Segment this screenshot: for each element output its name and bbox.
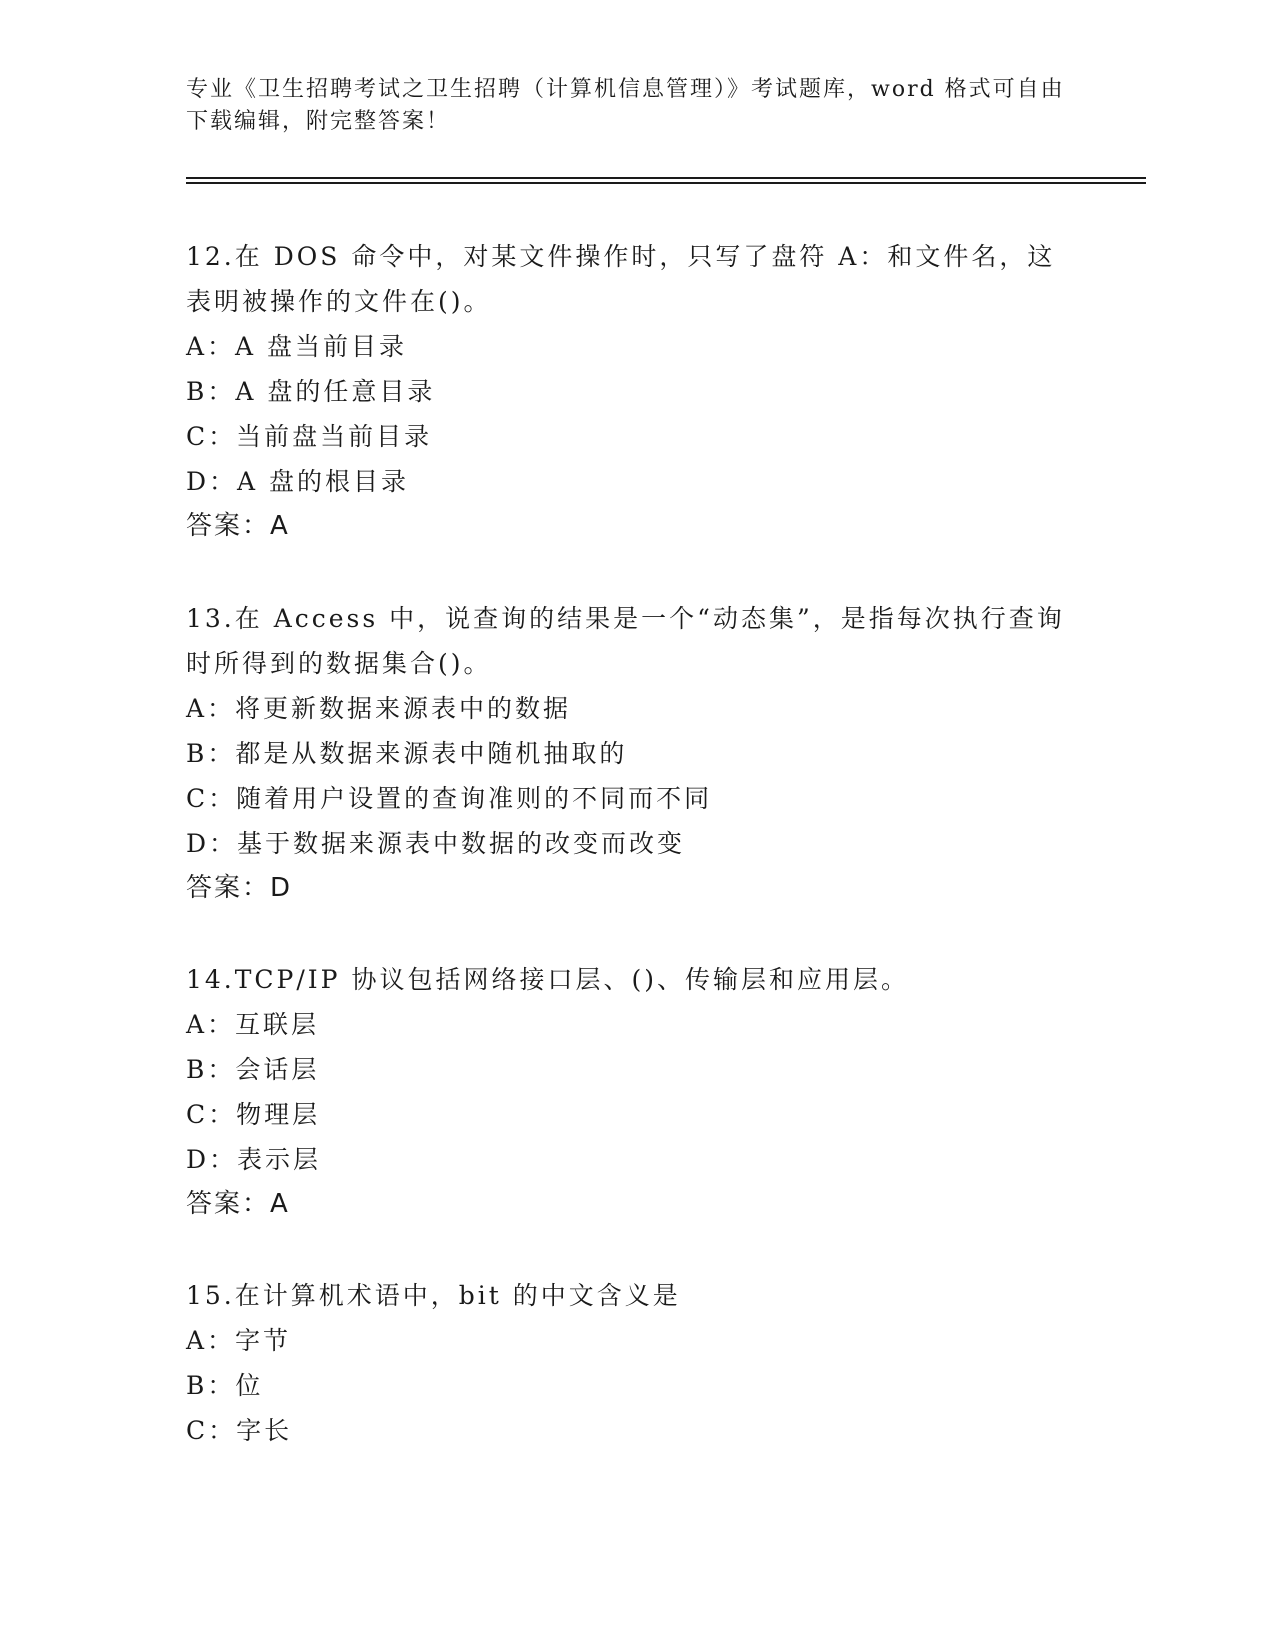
option-a: A：字节 — [186, 1326, 292, 1355]
option-a: A：A 盘当前目录 — [186, 332, 408, 361]
option-c: C：物理层 — [186, 1100, 321, 1129]
option-c: C：字长 — [186, 1416, 293, 1445]
option-c: C：当前盘当前目录 — [186, 422, 433, 451]
header-divider-bottom — [186, 182, 1146, 184]
option-b: B：都是从数据来源表中随机抽取的 — [186, 739, 628, 768]
option-d: D：A 盘的根目录 — [186, 467, 410, 496]
question-12 — [186, 234, 1076, 549]
question-stem: 15.在计算机术语中，bit 的中文含义是 — [186, 1281, 681, 1310]
option-c: C：随着用户设置的查询准则的不同而不同 — [186, 784, 713, 813]
option-d: D：表示层 — [186, 1145, 322, 1174]
option-a: A：将更新数据来源表中的数据 — [186, 694, 572, 723]
option-a: A：互联层 — [186, 1010, 320, 1039]
question-15 — [186, 1273, 1076, 1453]
answer: 答案：A — [186, 511, 290, 541]
header-divider-top — [186, 177, 1146, 179]
question-stem: 13.在 Access 中，说查询的结果是一个“动态集”，是指每次执行查询时所得到的数据集合()。 — [186, 604, 1065, 678]
option-b: B：位 — [186, 1371, 264, 1400]
option-b: B：会话层 — [186, 1055, 320, 1084]
answer: 答案：D — [186, 873, 293, 903]
question-13 — [186, 596, 1076, 911]
option-b: B：A 盘的任意目录 — [186, 377, 436, 406]
question-stem: 14.TCP/IP 协议包括网络接口层、()、传输层和应用层。 — [186, 965, 909, 994]
option-d: D：基于数据来源表中数据的改变而改变 — [186, 829, 686, 858]
document-header: 专业《卫生招聘考试之卫生招聘（计算机信息管理）》考试题库，word 格式可自由下载编辑，附完整答案！ — [186, 77, 1065, 134]
question-14 — [186, 957, 1076, 1227]
answer: 答案：A — [186, 1189, 290, 1219]
question-stem: 12.在 DOS 命令中，对某文件操作时，只写了盘符 A：和文件名，这表明被操作的文件在()。 — [186, 242, 1056, 316]
